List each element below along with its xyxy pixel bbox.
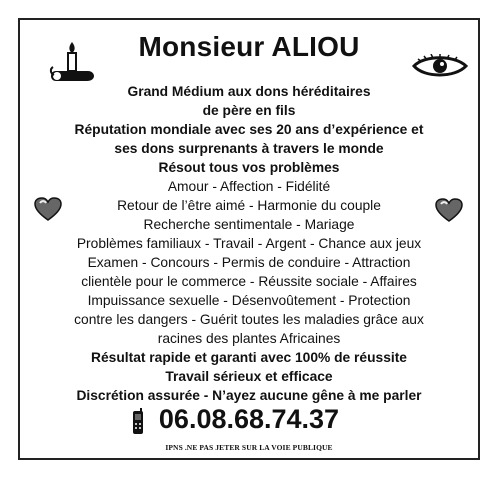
description-line: contre les dangers - Guérit toutes les maladies grâce aux <box>74 312 424 327</box>
flyer <box>18 18 480 460</box>
description-line: ses dons surprenants à travers le monde <box>114 141 384 156</box>
description-line: Amour - Affection - Fidélité <box>167 179 331 194</box>
description-line: Examen - Concours - Permis de conduire - Attraction <box>87 255 411 270</box>
description-line: Résout tous vos problèmes <box>158 160 340 175</box>
description-line: Résultat rapide et garanti avec 100% de réussite <box>91 350 407 365</box>
description-line: clientèle pour le commerce - Réussite sociale - Affaires <box>81 274 417 289</box>
description-line: Impuissance sexuelle - Désenvoûtement - Protection <box>87 293 411 308</box>
description-line: Discrétion assurée - N’ayez aucune gêne à me parler <box>76 388 422 403</box>
page-title: Monsieur ALIOU <box>138 31 360 62</box>
description-line: Réputation mondiale avec ses 20 ans d’expérience et <box>74 122 424 137</box>
phone-number: 06.08.68.74.37 <box>158 404 340 434</box>
description-line: Travail sérieux et efficace <box>165 369 333 384</box>
description <box>20 82 478 405</box>
description-line: de père en fils <box>202 103 296 118</box>
description-line: racines des plantes Africaines <box>157 331 341 346</box>
eye-icon <box>412 54 468 80</box>
description-line: Recherche sentimentale - Mariage <box>143 217 355 232</box>
description-line: Grand Médium aux dons héréditaires <box>127 84 371 99</box>
description-line: Problèmes familiaux - Travail - Argent - Chance aux jeux <box>76 236 422 251</box>
footer-notice: IPNS .NE PAS JETER SUR LA VOIE PUBLIQUE <box>165 443 333 452</box>
description-line: Retour de l’être aimé - Harmonie du couple <box>117 198 381 213</box>
